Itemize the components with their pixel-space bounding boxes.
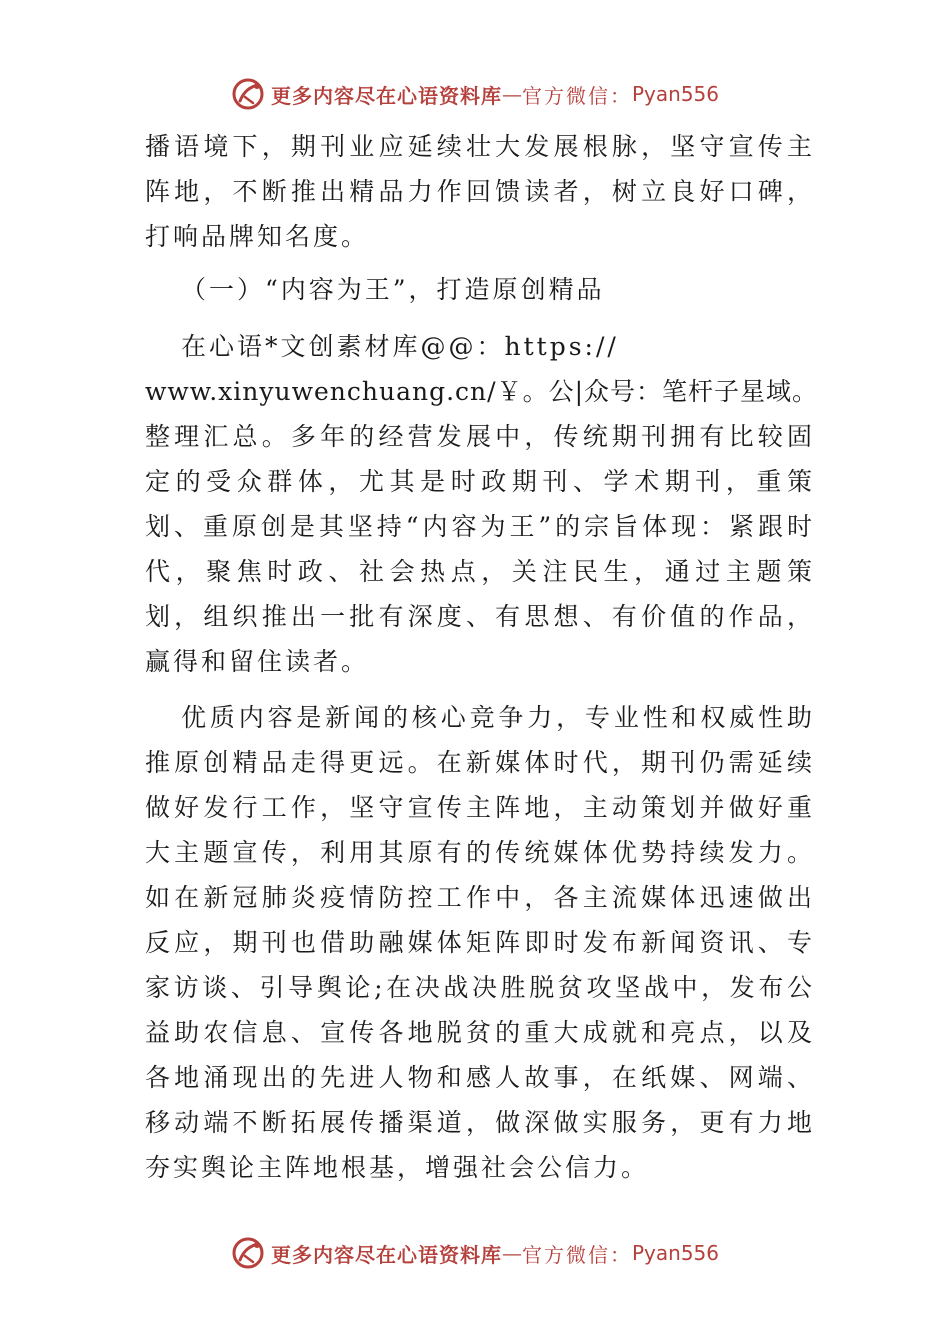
document-body [145, 124, 819, 1190]
paragraph-1: 播语境下，期刊业应延续壮大发展根脉，坚守宣传主阵地，不断推出精品力作回馈读者，树立良好口碑，打响品牌知名度。 [145, 132, 815, 251]
banner-wechat-label: 官方微信： [521, 83, 632, 108]
banner-title: 更多内容尽在心语资料库 [270, 1242, 502, 1267]
paragraph-2-text: 整理汇总。多年的经营发展中，传统期刊拥有比较固定的受众群体，尤其是时政期刊、学术期刊，重策划、重原创是其坚持“内容为王”的宗旨体现：紧跟时代，聚焦时政、社会热点，关注民生，通过主题策划，组织推出一批有深度、有思想、有价值的作品，赢得和留住读者。 [145, 422, 815, 676]
banner-separator: — [501, 1241, 522, 1265]
paragraph-3: 优质内容是新闻的核心竞争力，专业性和权威性助推原创精品走得更远。在新媒体时代，期刊仍需延续做好发行工作，坚守宣传主阵地，主动策划并做好重大主题宣传，利用其原有的传统媒体优势持续发力。如在新冠肺炎疫情防控工作中，各主流媒体迅速做出反应，期刊也借助融媒体矩阵即时发布新闻资讯、专家访谈、引导舆论;在决战决胜脱贫攻坚战中，发布公益助农信息、宣传各地脱贫的重大成就和亮点，以及各地涌现出的先进人物和感人故事，在纸媒、网端、移动端不断拓展传播渠道，做深做实服务，更有力地夯实舆论主阵地根基，增强社会公信力。 [145, 703, 815, 1182]
paragraph-2 [145, 324, 819, 684]
source-url-line: www.xinyuwenchuang.cn/￥。公|众号：笔杆子星域。 [145, 377, 819, 406]
section-heading: （一）“内容为王”，打造原创精品 [181, 275, 605, 304]
banner-title: 更多内容尽在心语资料库 [270, 83, 502, 108]
footer-banner [0, 1233, 950, 1273]
logo-icon [231, 77, 265, 111]
source-line: 在心语*文创素材库@@：https:// [181, 332, 619, 361]
logo-icon [231, 1236, 265, 1270]
banner-separator: — [501, 82, 522, 106]
banner-wechat-label: 官方微信： [521, 1242, 632, 1267]
banner-wechat-id: Pyan556 [631, 82, 719, 106]
banner-wechat-id: Pyan556 [631, 1241, 719, 1265]
header-banner [0, 74, 950, 114]
